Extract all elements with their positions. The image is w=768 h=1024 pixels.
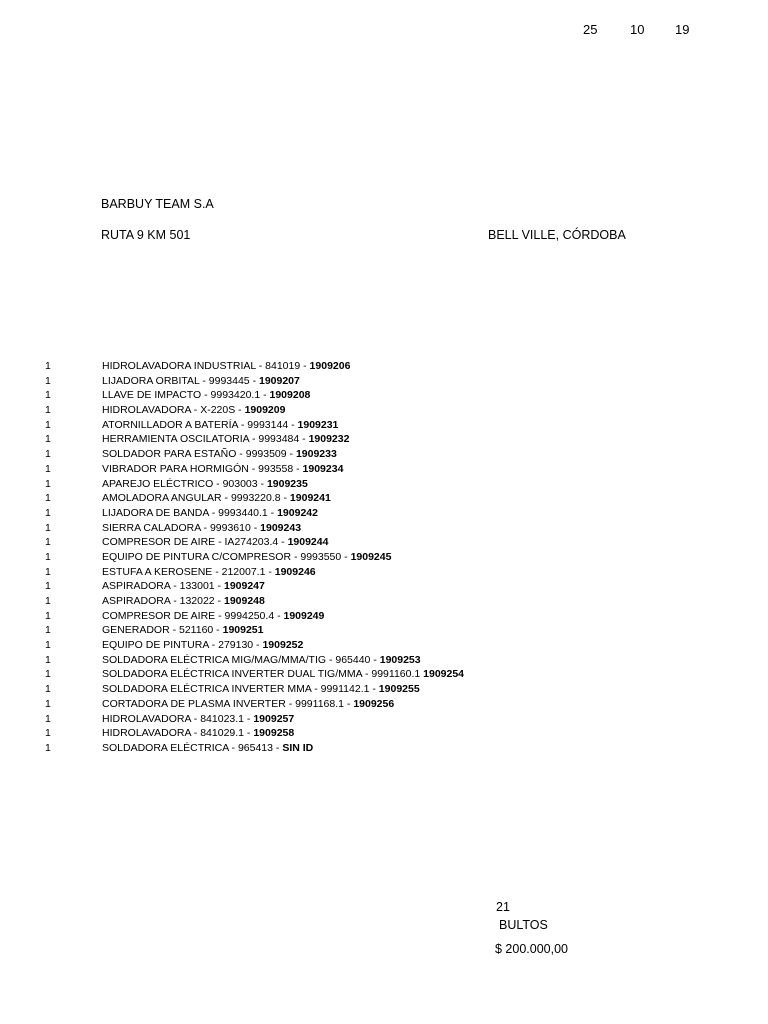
item-code: 1909244 [287,536,329,549]
item-description: GENERADOR - 521160 - [102,624,223,637]
item-description-line [102,359,350,374]
item-quantity: 1 [45,418,51,431]
item-code: 1909234 [302,462,344,475]
item-description-line [102,418,338,433]
list-item [0,432,768,447]
item-description: EQUIPO DE PINTURA - 279130 - [102,639,263,652]
item-quantity: 1 [45,741,51,754]
item-code: 1909249 [283,609,325,622]
item-quantity: 1 [45,521,51,534]
item-description: SOLDADORA ELÉCTRICA INVERTER DUAL TIG/MMA - 9991160.1 [102,668,424,681]
list-item [0,491,768,506]
item-description-line [102,623,264,638]
item-quantity: 1 [45,536,51,549]
list-item [0,506,768,521]
item-description: LIJADORA ORBITAL - 9993445 - [102,374,259,387]
item-description: SOLDADORA ELÉCTRICA MIG/MAG/MMA/TIG - 965440 - [102,653,380,666]
list-item [0,521,768,536]
item-quantity: 1 [45,683,51,696]
item-code: 1909247 [223,580,265,593]
item-description-line [102,712,294,727]
list-item [0,359,768,374]
item-description-line [102,550,391,565]
item-description: LIJADORA DE BANDA - 9993440.1 - [102,506,278,519]
list-item [0,726,768,741]
item-quantity: 1 [45,462,51,475]
item-code: 1909255 [378,683,420,696]
item-description-line [102,565,316,580]
item-code: 1909242 [277,506,318,519]
list-item [0,535,768,550]
item-quantity: 1 [45,404,51,417]
item-code: 1909206 [309,360,351,372]
item-description-line [102,432,349,447]
list-item [0,447,768,462]
list-item [0,741,768,756]
list-item [0,667,768,682]
date-month: 10 [630,22,645,37]
item-code: 1909208 [269,389,311,402]
recipient-city: BELL VILLE, CÓRDOBA [488,228,626,242]
item-description-line [102,506,318,521]
item-quantity: 1 [45,550,51,563]
item-code: 1909248 [223,595,265,607]
item-description: SOLDADOR PARA ESTAÑO - 9993509 - [102,448,296,461]
item-description-line [102,374,300,389]
item-description-line [102,388,310,403]
item-quantity: 1 [45,433,51,446]
list-item [0,418,768,433]
item-code: 1909232 [308,433,350,446]
item-quantity: 1 [45,374,51,387]
item-code: 1909252 [262,639,304,652]
item-quantity: 1 [45,580,51,593]
list-item [0,638,768,653]
list-item [0,388,768,403]
list-item [0,579,768,594]
item-quantity: 1 [45,653,51,666]
item-description-line [102,682,420,697]
item-description-line [102,579,265,594]
item-quantity: 1 [45,492,51,505]
item-quantity: 1 [45,727,51,740]
item-code: 1909258 [253,727,295,740]
item-code: 1909233 [295,448,337,461]
item-code: SIN ID [282,741,314,754]
list-item [0,623,768,638]
item-description: COMPRESOR DE AIRE - 9994250.4 - [102,609,284,622]
list-item [0,594,768,609]
item-description: ASPIRADORA - 133001 - [102,580,224,593]
list-item [0,550,768,565]
item-description: HIDROLAVADORA - X-220S - [102,404,245,417]
package-count: 21 [496,900,510,914]
item-description-line [102,462,343,477]
item-description: SOLDADORA ELÉCTRICA INVERTER MMA - 9991142.1 - [102,683,379,696]
item-description: APAREJO ELÉCTRICO - 903003 - [102,477,267,490]
item-code: 1909235 [266,477,308,490]
item-description-line [102,653,421,668]
item-description: ESTUFA A KEROSENE - 212007.1 - [102,565,275,578]
item-quantity: 1 [45,565,51,578]
list-item [0,477,768,492]
recipient-name: BARBUY TEAM S.A [101,197,214,211]
item-description-line [102,477,308,492]
item-quantity: 1 [45,668,51,681]
item-code: 1909245 [350,550,392,563]
item-description: ASPIRADORA - 132022 - [102,595,224,607]
item-list [0,359,768,756]
item-description: SIERRA CALADORA - 9993610 - [102,521,261,534]
item-description: SOLDADORA ELÉCTRICA - 965413 - [102,741,283,754]
date-year: 19 [675,22,690,37]
item-quantity: 1 [45,697,51,710]
item-code: 1909241 [289,492,331,505]
item-description-line [102,697,394,712]
item-code: 1909253 [379,653,421,666]
package-unit: BULTOS [499,918,548,932]
item-description: AMOLADORA ANGULAR - 9993220.8 - [102,492,290,505]
item-description-line [102,535,328,550]
item-quantity: 1 [45,506,51,519]
item-description-line [102,638,303,653]
item-description-line [102,741,313,756]
list-item [0,403,768,418]
list-item [0,682,768,697]
item-quantity: 1 [45,712,51,725]
item-code: 1909254 [423,668,465,681]
item-code: 1909256 [353,697,395,710]
item-description-line [102,594,265,609]
item-quantity: 1 [45,624,51,637]
list-item [0,374,768,389]
list-item [0,565,768,580]
item-description-line [102,726,294,741]
item-description: HERRAMIENTA OSCILATORIA - 9993484 - [102,433,309,446]
total-amount: $ 200.000,00 [495,942,568,956]
item-description: VIBRADOR PARA HORMIGÓN - 993558 - [102,462,303,475]
list-item [0,697,768,712]
item-description-line [102,521,301,536]
item-description-line [102,609,324,624]
item-code: 1909231 [297,418,339,431]
list-item [0,653,768,668]
item-description-line [102,491,331,506]
list-item [0,609,768,624]
item-quantity: 1 [45,477,51,490]
item-code: 1909207 [258,374,300,387]
item-description: HIDROLAVADORA - 841023.1 - [102,712,254,725]
item-description: LLAVE DE IMPACTO - 9993420.1 - [102,389,270,402]
item-quantity: 1 [45,389,51,402]
date-day: 25 [583,22,598,37]
item-description-line [102,447,337,462]
item-code: 1909246 [274,565,316,578]
list-item [0,712,768,727]
item-description: HIDROLAVADORA INDUSTRIAL - 841019 - [102,360,310,372]
item-quantity: 1 [45,360,51,372]
item-code: 1909209 [244,404,286,417]
item-description: ATORNILLADOR A BATERÍA - 9993144 - [102,418,298,431]
item-code: 1909257 [253,712,295,725]
item-quantity: 1 [45,639,51,652]
item-quantity: 1 [45,595,51,607]
item-description: CORTADORA DE PLASMA INVERTER - 9991168.1 - [102,697,354,710]
recipient-address: RUTA 9 KM 501 [101,228,191,242]
list-item [0,462,768,477]
item-code: 1909243 [260,521,302,534]
item-description: COMPRESOR DE AIRE - IA274203.4 - [102,536,288,549]
item-description: HIDROLAVADORA - 841029.1 - [102,727,254,740]
item-description-line [102,403,285,418]
item-description: EQUIPO DE PINTURA C/COMPRESOR - 9993550 - [102,550,351,563]
item-description-line [102,667,464,682]
item-quantity: 1 [45,448,51,461]
item-code: 1909251 [222,624,264,637]
item-quantity: 1 [45,609,51,622]
